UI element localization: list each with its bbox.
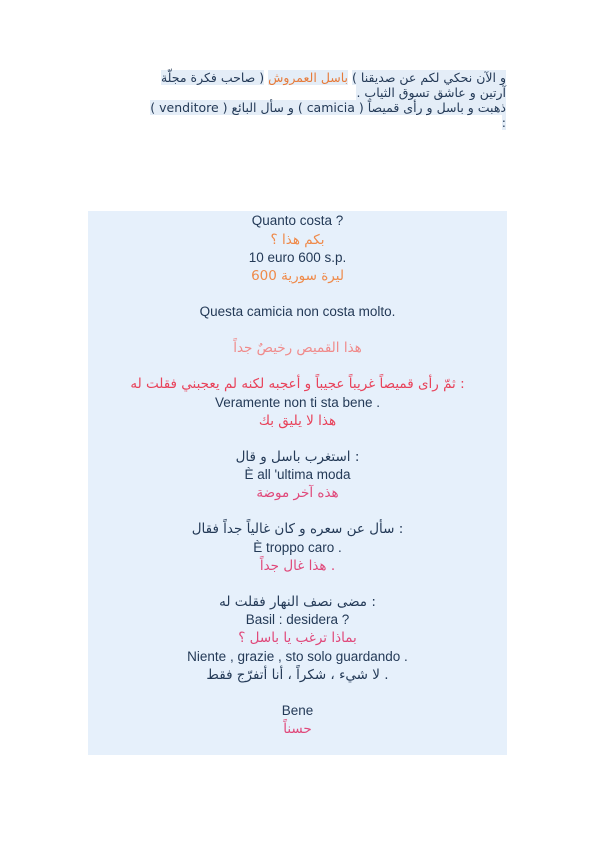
dialogue-line: È all 'ultima moda bbox=[244, 467, 351, 482]
dialogue-line: . هذا غال جداً bbox=[259, 558, 336, 574]
dialogue-line: . لا شيء ، شكراً ، أنا أتفرّج فقط bbox=[206, 667, 389, 683]
dialogue-line: : سأل عن سعره و كان غالياً جداً فقال bbox=[191, 521, 404, 537]
dialogue-line: ليرة سورية 600 bbox=[251, 268, 344, 284]
intro-line-1-text-b: ( صاحب فكرة مجلّة bbox=[160, 70, 265, 85]
dialogue-line: Basil : desidera ? bbox=[245, 612, 350, 627]
dialogue-line: 10 euro 600 s.p. bbox=[248, 250, 347, 265]
intro-line-4: : bbox=[501, 115, 506, 130]
intro-line-3: ذهبت و باسل و رأى قميصاً ( camicia ) و سأل البائع ( venditore ) bbox=[150, 100, 506, 115]
dialogue-line: Quanto costa ? bbox=[251, 213, 344, 228]
dialogue-line: Veramente non ti sta bene . bbox=[214, 395, 381, 410]
intro-line-2: آرتين و عاشق تسوق الثياب . bbox=[356, 85, 506, 100]
intro-line-1 bbox=[96, 70, 506, 85]
dialogue-line: : ثمّ رأى قميصاً غريباً عجيباً و أعجبه لكنه لم يعجبني فقلت له bbox=[130, 376, 465, 392]
dialogue-line: Bene bbox=[281, 703, 314, 718]
dialogue-line: بماذا ترغب يا باسل ؟ bbox=[238, 630, 357, 646]
dialogue-line: Niente , grazie , sto solo guardando . bbox=[187, 649, 408, 664]
dialogue-line: بكم هذا ؟ bbox=[270, 232, 325, 248]
dialogue-line: Questa camicia non costa molto. bbox=[199, 304, 396, 319]
dialogue-line: هذا القميص رخيصٌ جداً bbox=[233, 340, 362, 356]
dialogue-line: حسناً bbox=[283, 721, 312, 737]
intro-paragraph bbox=[96, 70, 506, 130]
intro-name-basil: باسل العمروش bbox=[268, 70, 349, 85]
dialogue-line: هذا لا يليق بك bbox=[258, 413, 337, 429]
dialogue-line: : مضى نصف النهار فقلت له bbox=[219, 594, 376, 610]
dialogue-line: È troppo caro . bbox=[253, 540, 342, 555]
dialogue-line: هذه آخر موضة bbox=[256, 485, 339, 501]
dialogue-line: : استغرب باسل و قال bbox=[235, 449, 360, 465]
dialogue-panel bbox=[88, 211, 507, 755]
intro-line-1-text-a: و الآن نحكي لكم عن صديقنا ) bbox=[352, 70, 506, 85]
